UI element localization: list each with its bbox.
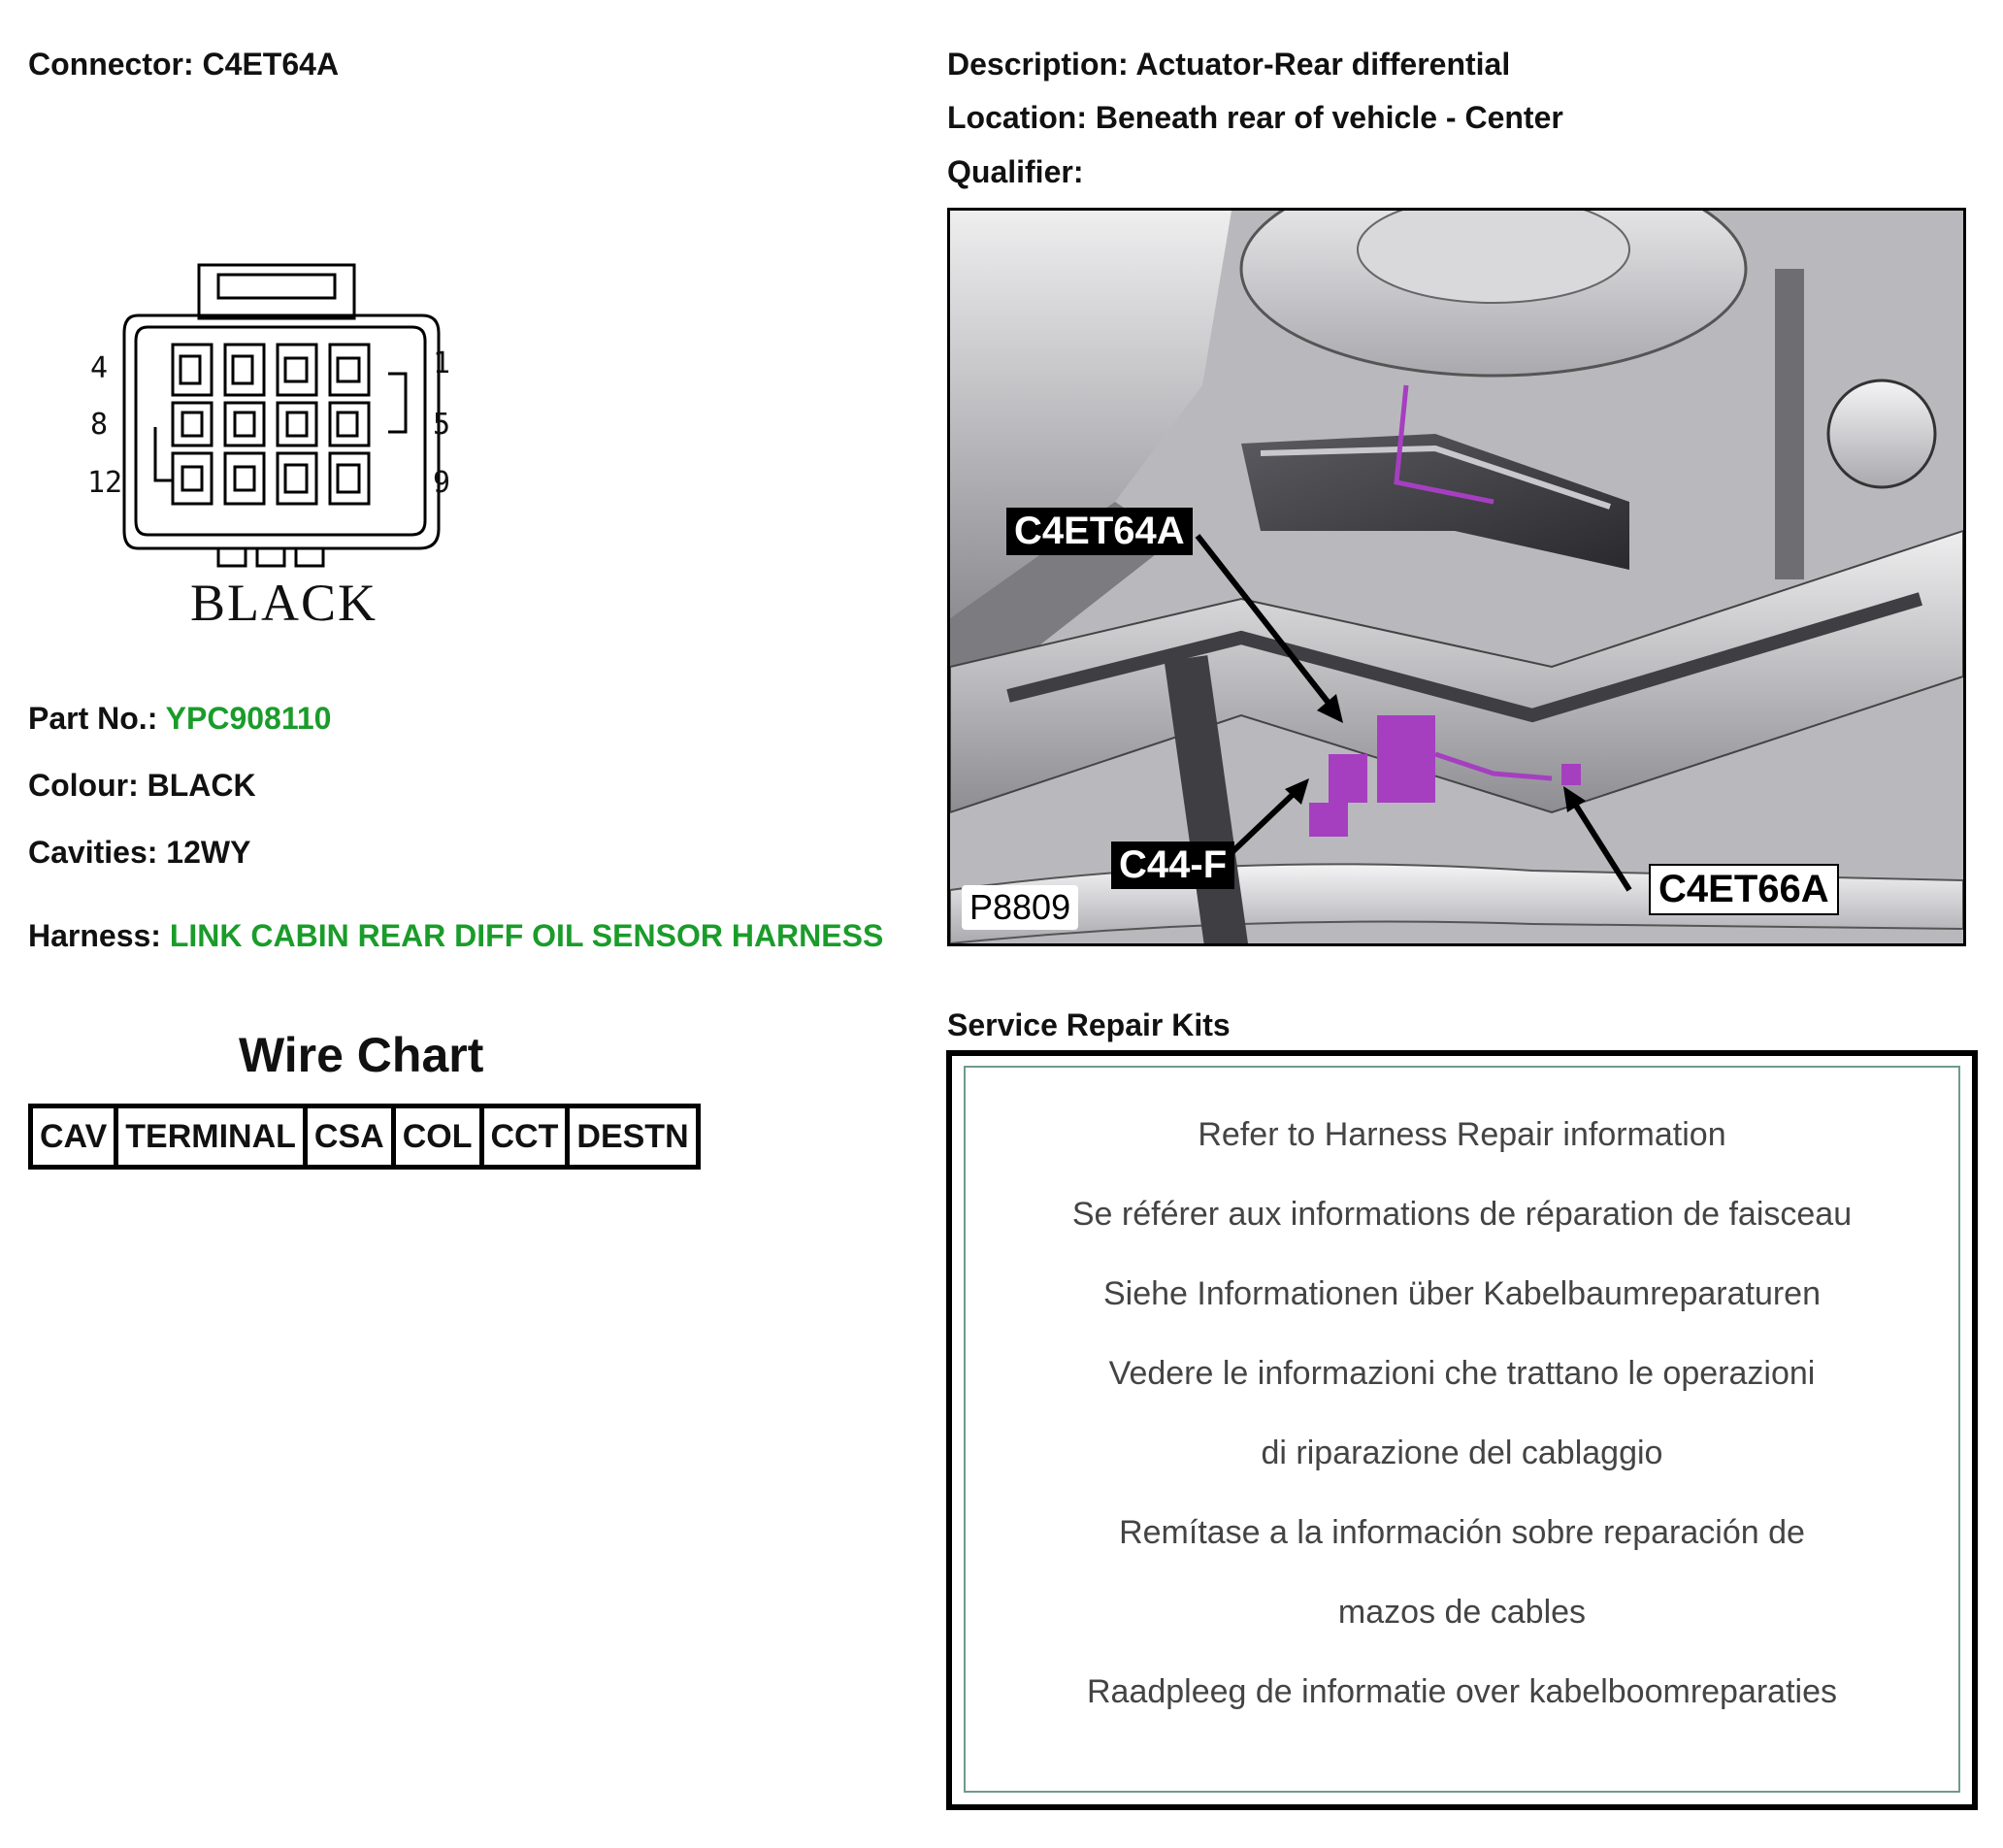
connector-label: Connector: bbox=[28, 47, 194, 82]
service-kits-inner bbox=[964, 1066, 1960, 1793]
kit-line-de: Siehe Informationen über Kabelbaumreparaturen bbox=[1102, 1275, 1822, 1312]
wire-chart-header-row bbox=[33, 1108, 696, 1165]
cavities-value: 12WY bbox=[166, 835, 251, 870]
kit-line-es-2: mazos de cables bbox=[1337, 1594, 1587, 1631]
kit-line-fr: Se référer aux informations de réparation de faisceau bbox=[1071, 1196, 1853, 1233]
part-number-link[interactable]: YPC908110 bbox=[165, 701, 332, 736]
qualifier-label: Qualifier: bbox=[947, 154, 1084, 189]
kit-line-nl: Raadpleeg de informatie over kabelboomreparaties bbox=[1086, 1673, 1838, 1710]
connector-field bbox=[28, 47, 339, 82]
wire-chart-table bbox=[28, 1104, 701, 1170]
service-kits-title: Service Repair Kits bbox=[947, 1007, 1231, 1042]
colour-value: BLACK bbox=[147, 768, 256, 803]
connector-face-diagram bbox=[78, 248, 466, 578]
col-cct: CCT bbox=[484, 1108, 571, 1165]
kit-line-es-1: Remítase a la información sobre reparación de bbox=[1119, 1514, 1805, 1551]
vehicle-underside-illustration bbox=[950, 211, 1963, 943]
pin-label-1: 1 bbox=[433, 346, 451, 380]
kit-line-en: Refer to Harness Repair information bbox=[1198, 1116, 1726, 1153]
location-label: Location: bbox=[947, 100, 1087, 135]
connector-value: C4ET64A bbox=[202, 47, 340, 82]
kit-line-it-2: di riparazione del cablaggio bbox=[1261, 1435, 1663, 1471]
col-terminal: TERMINAL bbox=[118, 1108, 308, 1165]
location-field bbox=[947, 100, 1563, 136]
cavities-field bbox=[28, 835, 250, 871]
description-field bbox=[947, 47, 1510, 82]
col-destn: DESTN bbox=[576, 1117, 689, 1155]
col-cav: CAV bbox=[33, 1108, 118, 1165]
wire-chart-title: Wire Chart bbox=[239, 1028, 484, 1082]
photo-id-label: P8809 bbox=[962, 885, 1078, 930]
qualifier-field bbox=[947, 154, 1083, 190]
service-kits-box bbox=[946, 1050, 1978, 1810]
pin-label-4: 4 bbox=[90, 351, 109, 385]
connector-color-label: BLACK bbox=[190, 574, 378, 632]
kit-line-it-1: Vedere le informazioni che trattano le operazioni bbox=[1108, 1355, 1816, 1392]
part-number-label: Part No.: bbox=[28, 701, 158, 736]
cavities-label: Cavities: bbox=[28, 835, 158, 870]
callout-c4et64a: C4ET64A bbox=[1006, 508, 1193, 555]
location-value: Beneath rear of vehicle - Center bbox=[1095, 100, 1563, 135]
pin-label-5: 5 bbox=[433, 408, 451, 442]
colour-field bbox=[28, 768, 256, 804]
colour-label: Colour: bbox=[28, 768, 139, 803]
pin-label-9: 9 bbox=[433, 466, 451, 500]
pin-label-8: 8 bbox=[90, 408, 109, 442]
callout-c44-f: C44-F bbox=[1111, 842, 1234, 889]
part-number-field bbox=[28, 701, 331, 737]
location-photo bbox=[947, 208, 1966, 946]
description-value: Actuator-Rear differential bbox=[1135, 47, 1511, 82]
harness-field bbox=[28, 918, 883, 954]
pin-label-12: 12 bbox=[87, 466, 123, 500]
harness-label: Harness: bbox=[28, 918, 161, 953]
col-csa: CSA bbox=[308, 1108, 396, 1165]
callout-c4et66a: C4ET66A bbox=[1649, 864, 1839, 915]
col-col: COL bbox=[396, 1108, 484, 1165]
description-label: Description: bbox=[947, 47, 1129, 82]
harness-link[interactable]: LINK CABIN REAR DIFF OIL SENSOR HARNESS bbox=[169, 918, 884, 953]
